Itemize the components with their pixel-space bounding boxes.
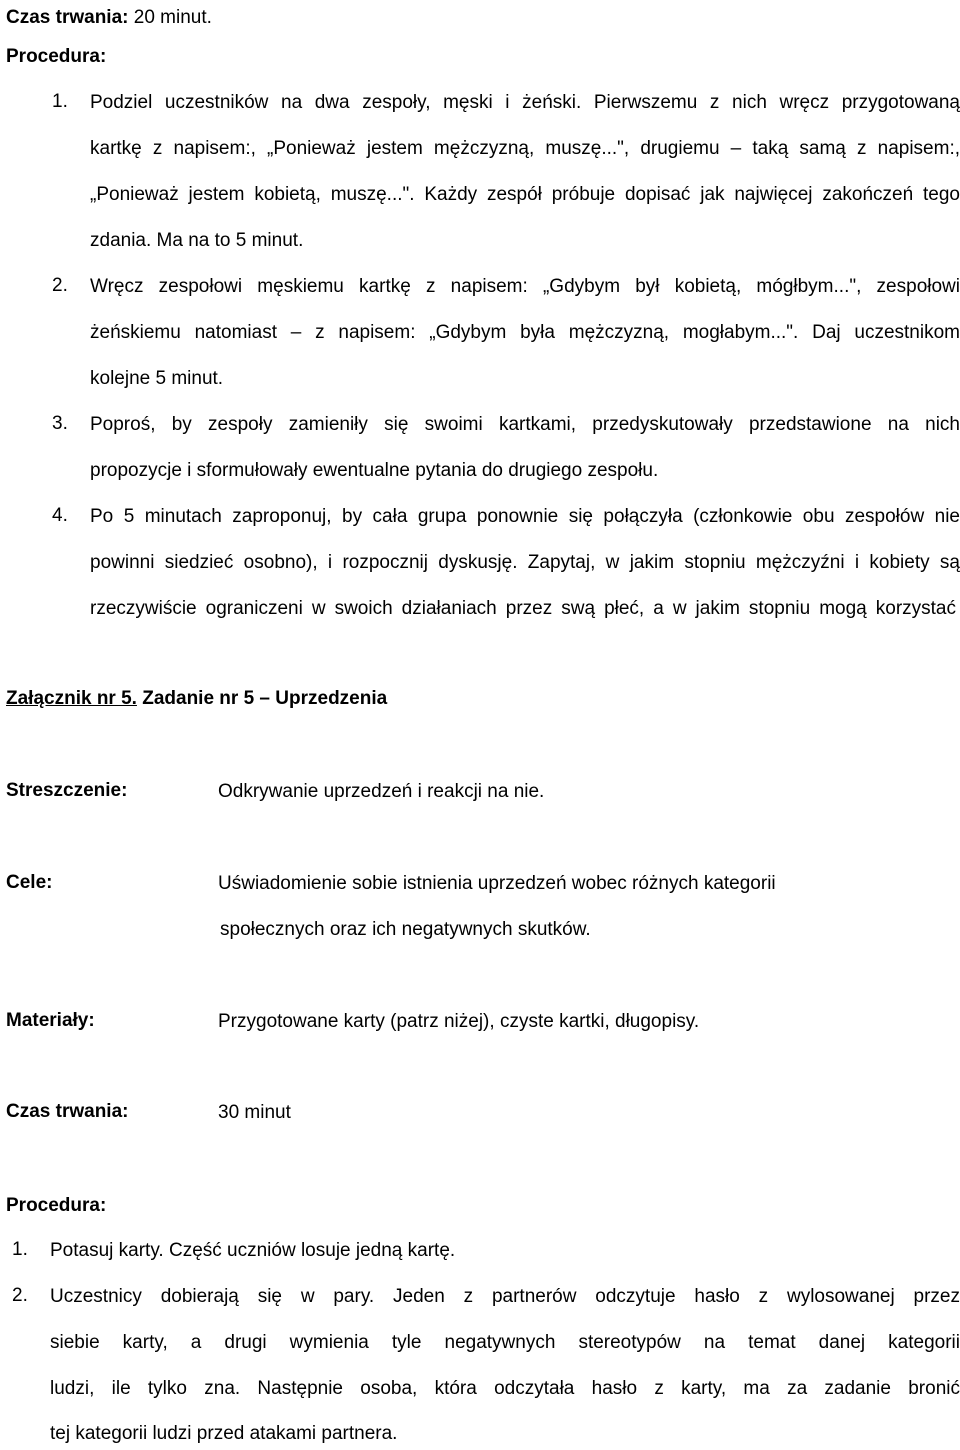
list-item-line: Podziel uczestników na dwa zespoły, męski i żeński. Pierwszemu z nich wręcz przygotowaną bbox=[90, 92, 960, 113]
list-item-line: Po 5 minutach zaproponuj, by cała grupa ponownie się połączyła (członkowie obu zespołów nie bbox=[90, 506, 960, 527]
list-item-line: Wręcz zespołowi męskiemu kartkę z napisem: „Gdybym był kobietą, mógłbym...", zespołowi bbox=[90, 276, 960, 297]
materials-label: Materiały: bbox=[6, 1010, 95, 1031]
annex-title-text: Zadanie nr 5 – Uprzedzenia bbox=[136, 688, 388, 709]
duration-line bbox=[6, 6, 212, 30]
list-item-line: kartkę z napisem:, „Ponieważ jestem mężczyzną, muszę...", drugiemu – taką samą z napisem:, bbox=[90, 138, 960, 159]
list-item-line: Poproś, by zespoły zamieniły się swoimi kartkami, przedyskutowały przedstawione na nich bbox=[90, 414, 960, 435]
duration-value: 20 minut. bbox=[133, 7, 212, 28]
goals-line: Uświadomienie sobie istnienia uprzedzeń wobec różnych kategorii bbox=[218, 873, 776, 894]
list-item-line: Uczestnicy dobierają się w pary. Jeden z partnerów odczytuje hasło z wylosowanej przez bbox=[50, 1286, 960, 1307]
list-item-line: „Ponieważ jestem kobietą, muszę...". Każdy zespół próbuje dopisać jak najwięcej zakończeń tego bbox=[90, 184, 960, 205]
list-item-line: ludzi, ile tylko zna. Następnie osoba, która odczytała hasło z karty, ma za zadanie bronić bbox=[50, 1378, 960, 1399]
list-item-line: tej kategorii ludzi przed atakami partnera. bbox=[50, 1423, 398, 1444]
list-item-number: 3. bbox=[52, 413, 68, 434]
list-item-number: 2. bbox=[52, 275, 68, 296]
duration-label-annex: Czas trwania: bbox=[6, 1101, 129, 1122]
list-item-line: żeńskiemu natomiast – z napisem: „Gdybym była mężczyzną, mogłabym...". Daj uczestnikom bbox=[90, 322, 960, 343]
list-item-number: 1. bbox=[52, 91, 68, 112]
procedure-heading: Procedura: bbox=[6, 46, 107, 67]
materials-value: Przygotowane karty (patrz niżej), czyste kartki, długopisy. bbox=[218, 1011, 700, 1032]
summary-label: Streszczenie: bbox=[6, 780, 128, 801]
list-item-line: rzeczywiście ograniczeni w swoich działaniach przez swą płeć, a w jakim stopniu mogą korzystać bbox=[90, 598, 956, 619]
procedure-heading-annex: Procedura: bbox=[6, 1195, 107, 1216]
list-item-line: siebie karty, a drugi wymienia tyle negatywnych stereotypów na temat danej kategorii bbox=[50, 1332, 960, 1353]
goals-label: Cele: bbox=[6, 872, 53, 893]
list-item-number: 1. bbox=[12, 1239, 28, 1260]
list-item-number: 4. bbox=[52, 505, 68, 526]
annex-title-number: Załącznik nr 5. bbox=[6, 688, 137, 709]
goals-line: społecznych oraz ich negatywnych skutków. bbox=[220, 919, 591, 940]
list-item-number: 2. bbox=[12, 1285, 28, 1306]
duration-label: Czas trwania: bbox=[6, 7, 129, 28]
list-item-line: zdania. Ma na to 5 minut. bbox=[90, 230, 304, 251]
list-item-line: kolejne 5 minut. bbox=[90, 368, 224, 389]
list-item-line: Potasuj karty. Część uczniów losuje jedną kartę. bbox=[50, 1240, 456, 1261]
duration-value-annex: 30 minut bbox=[218, 1102, 291, 1123]
list-item-line: propozycje i sformułowały ewentualne pytania do drugiego zespołu. bbox=[90, 460, 659, 481]
annex-title bbox=[6, 687, 387, 711]
list-item-line: powinni siedzieć osobno), i rozpocznij dyskusję. Zapytaj, w jakim stopniu mężczyźni i kobiety są bbox=[90, 552, 960, 573]
summary-value: Odkrywanie uprzedzeń i reakcji na nie. bbox=[218, 781, 545, 802]
